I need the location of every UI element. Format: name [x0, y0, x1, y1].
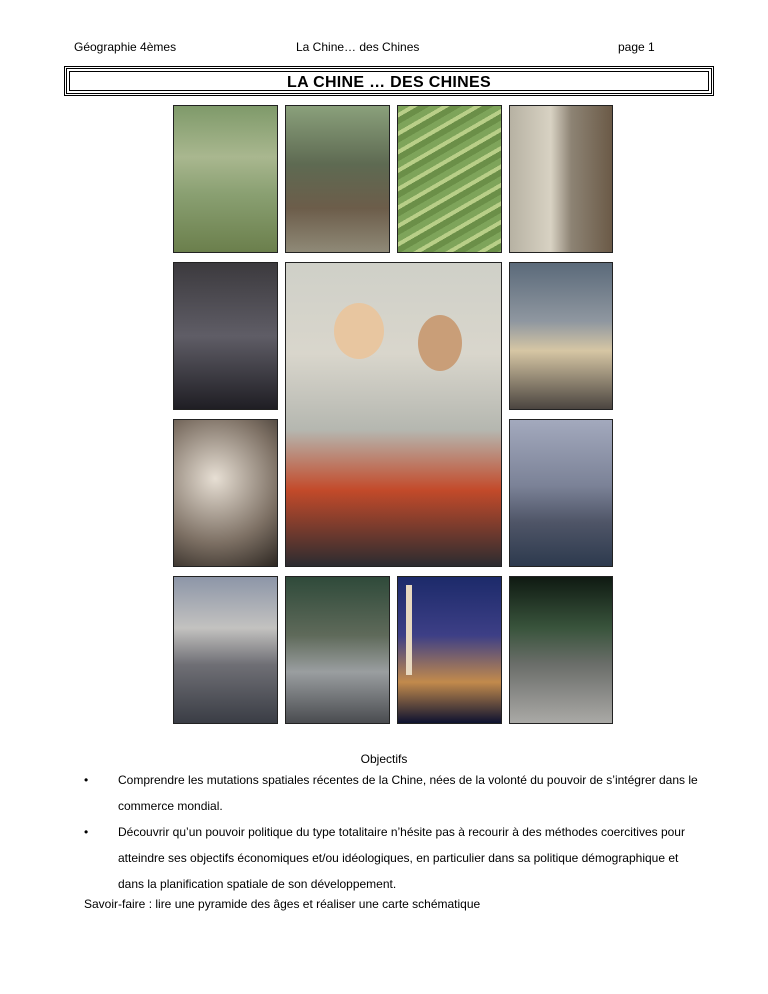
- header-page-number: page 1: [618, 40, 655, 54]
- photo-farmer-water-buffalo: [285, 105, 390, 253]
- baby-figure: [334, 303, 384, 359]
- objective-item: • Comprendre les mutations spatiales récentes de la Chine, nées de la volonté du pouvoir de s’intégrer dans le commerce mondial.: [84, 767, 704, 819]
- photo-child-balcony: [173, 262, 278, 410]
- title-box: [64, 66, 714, 96]
- man-figure: [418, 315, 462, 371]
- photo-parked-bicycles: [285, 576, 390, 724]
- header-course: Géographie 4èmes: [74, 40, 177, 54]
- photo-city-high-rises: [173, 576, 278, 724]
- page-title: LA CHINE … DES CHINES: [287, 74, 491, 91]
- photo-father-baby-motorcycle: [285, 262, 502, 567]
- tv-tower-shape: [406, 585, 412, 675]
- objectives-list: [84, 767, 704, 897]
- header-title: La Chine… des Chines: [296, 40, 420, 54]
- photo-road-with-buffalo: [509, 105, 613, 253]
- savoir-faire-text: Savoir-faire : lire une pyramide des âges et réaliser une carte schématique: [84, 897, 481, 911]
- photo-farmer-carrying-baskets: [173, 105, 278, 253]
- photo-cart-with-baskets: [509, 262, 613, 410]
- objectives-heading: Objectifs: [360, 752, 408, 766]
- photo-morning-exercise: [509, 576, 613, 724]
- objective-item: • Découvrir qu’un pouvoir politique du type totalitaire n’hésite pas à recourir à des méthodes coercitives pour atteindre ses objectifs économiques et/ou idéologiques, en particulier dans sa politique démographique et dans la planification spatiale de son développement.: [84, 819, 704, 897]
- photo-rice-terraces: [397, 105, 502, 253]
- photo-shanghai-night: [397, 576, 502, 724]
- photo-hong-kong-skyline: [509, 419, 613, 567]
- photo-crowd: [173, 419, 278, 567]
